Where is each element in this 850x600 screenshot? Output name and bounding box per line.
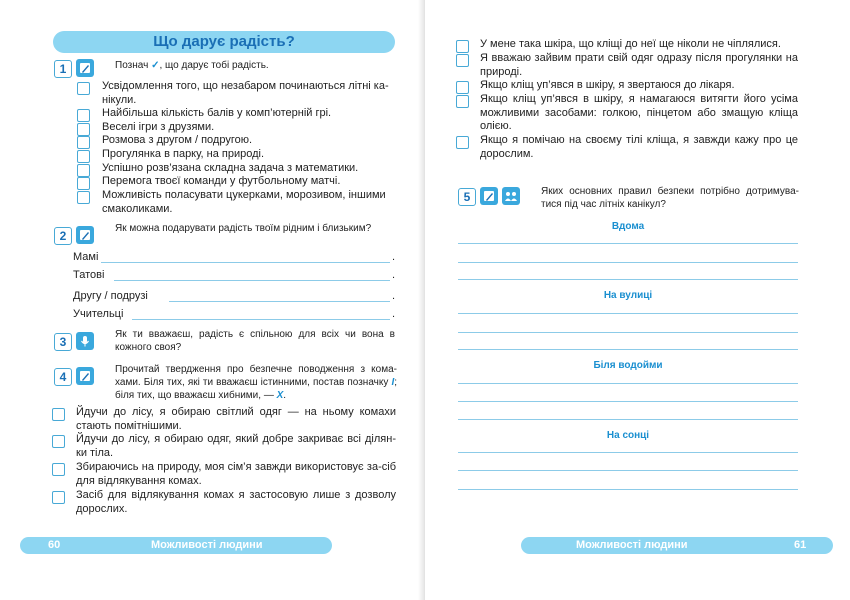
checklist-item-text: Усвідомлення того, що незабаром починаються літні ка-нікули. <box>102 80 389 106</box>
answer-line[interactable] <box>458 452 798 453</box>
checkbox[interactable] <box>77 82 90 95</box>
checkbox[interactable] <box>77 191 90 204</box>
answer-line[interactable] <box>458 313 798 314</box>
answer-line[interactable] <box>458 279 798 280</box>
section-heading: На вулиці <box>603 290 653 301</box>
false-mark: X <box>276 390 284 401</box>
pencil-icon <box>76 59 94 77</box>
checkbox[interactable] <box>456 136 469 149</box>
end-period: . <box>392 308 396 320</box>
statement-text: Я вважаю зайвим прати свій одяг одразу після прогулянки на природі. <box>480 52 798 78</box>
checkbox[interactable] <box>77 177 90 190</box>
checkbox[interactable] <box>77 164 90 177</box>
right-page <box>425 0 850 600</box>
answer-line[interactable] <box>169 301 390 302</box>
checkbox[interactable] <box>456 54 469 67</box>
checkbox[interactable] <box>52 435 65 448</box>
microphone-icon <box>76 332 94 350</box>
section-heading: На сонці <box>606 430 650 441</box>
answer-line[interactable] <box>458 401 798 402</box>
checkbox[interactable] <box>52 463 65 476</box>
footer-bar-left <box>20 537 332 554</box>
answer-label: Мамі <box>73 251 99 263</box>
check-mark-icon: ✓ <box>151 60 160 71</box>
footer-title: Можливості людини <box>576 539 688 551</box>
checklist-item-text: Веселі ігри з друзями. <box>102 121 215 133</box>
checklist-item-text: Найбільша кількість балів у комп’ютерній грі. <box>102 107 332 119</box>
statement-text: Якщо кліщ уп’явся в шкіру, я намагаюся витягти його усіма можливими засобами: голкою, пінцетом або змащую кліща олією. <box>480 93 798 133</box>
checkbox[interactable] <box>456 81 469 94</box>
checkbox[interactable] <box>77 150 90 163</box>
task-4-number: 4 <box>54 368 72 386</box>
answer-line[interactable] <box>458 243 798 244</box>
answer-line[interactable] <box>458 332 798 333</box>
task-1-instruction: Познач ✓, що дарує тобі радість. <box>115 60 269 71</box>
checklist-item-text: Можливість поласувати цукерками, морозивом, іншими смаколиками. <box>102 189 386 215</box>
checklist-item-text: Розмова з другом / подругою. <box>102 134 253 146</box>
statement-text: Збираючись на природу, моя сім’я завжди використовує за-сіб для відлякування комах. <box>76 461 396 487</box>
pencil-icon <box>76 367 94 385</box>
checklist-item-text: Прогулянка в парку, на природі. <box>102 148 265 160</box>
statement-text: Якщо кліщ уп’явся в шкіру, я звертаюся до лікаря. <box>480 79 735 91</box>
answer-label: Учительці <box>73 308 124 320</box>
task-1-number: 1 <box>54 60 72 78</box>
answer-line[interactable] <box>458 383 798 384</box>
statement-text: У мене така шкіра, що кліщі до неї ще ніколи не чіплялися. <box>480 38 781 50</box>
answer-line[interactable] <box>132 319 390 320</box>
answer-line[interactable] <box>458 262 798 263</box>
section-heading: Вдома <box>611 221 645 232</box>
task-3-number: 3 <box>54 333 72 351</box>
section-heading: Біля водойми <box>593 360 663 371</box>
task-4-instruction: Прочитай твердження про безпечне поводження з кома-хами. Біля тих, які ти вважаєш істинними, постав позначку I; біля тих, що вважаєш хибними, — X. <box>115 364 397 401</box>
answer-line[interactable] <box>114 280 390 281</box>
task-5-number: 5 <box>458 188 476 206</box>
answer-line[interactable] <box>458 419 798 420</box>
task-2-instruction: Як можна подарувати радість твоїм рідним і близьким? <box>115 223 372 234</box>
footer-bar-right <box>521 537 833 554</box>
page-title: Що дарує радість? <box>53 31 395 53</box>
end-period: . <box>392 251 396 263</box>
answer-label: Другу / подрузі <box>73 290 148 302</box>
statement-text: Якщо я помічаю на своєму тілі кліща, я завжди кажу про це дорослим. <box>480 134 798 160</box>
task-2-number: 2 <box>54 227 72 245</box>
answer-line[interactable] <box>458 470 798 471</box>
page-number: 60 <box>48 539 61 551</box>
answer-label: Татові <box>73 269 105 281</box>
footer-title: Можливості людини <box>151 539 263 551</box>
answer-line[interactable] <box>458 489 798 490</box>
answer-line[interactable] <box>101 262 390 263</box>
end-period: . <box>392 269 396 281</box>
checkbox[interactable] <box>52 491 65 504</box>
pencil-icon <box>76 226 94 244</box>
checkbox[interactable] <box>52 408 65 421</box>
checkbox[interactable] <box>77 136 90 149</box>
group-discussion-icon <box>502 187 520 205</box>
statement-text: Йдучи до лісу, я обираю світлий одяг — на ньому комахи стають помітнішими. <box>76 406 396 432</box>
checkbox[interactable] <box>456 40 469 53</box>
checklist-item-text: Перемога твоєї команди у футбольному матчі. <box>102 175 341 187</box>
end-period: . <box>392 290 396 302</box>
pencil-icon <box>480 187 498 205</box>
statement-text: Засіб для відлякування комах я застосовую лише з дозволу дорослих. <box>76 489 396 515</box>
statement-text: Йдучи до лісу, я обираю одяг, який добре закриває всі ділян-ки тіла. <box>76 433 396 459</box>
checkbox[interactable] <box>77 109 90 122</box>
checklist-item-text: Успішно розв’язана складна задача з математики. <box>102 162 359 174</box>
answer-line[interactable] <box>458 349 798 350</box>
task-3-instruction: Як ти вважаєш, радість є спільною для всіх чи вона в кожного своя? <box>115 329 395 353</box>
task-5-instruction: Яких основних правил безпеки потрібно дотримува-тися під час літніх канікул? <box>541 186 799 210</box>
page-number: 61 <box>794 539 807 551</box>
checkbox[interactable] <box>77 123 90 136</box>
checkbox[interactable] <box>456 95 469 108</box>
true-mark: I <box>391 377 395 388</box>
